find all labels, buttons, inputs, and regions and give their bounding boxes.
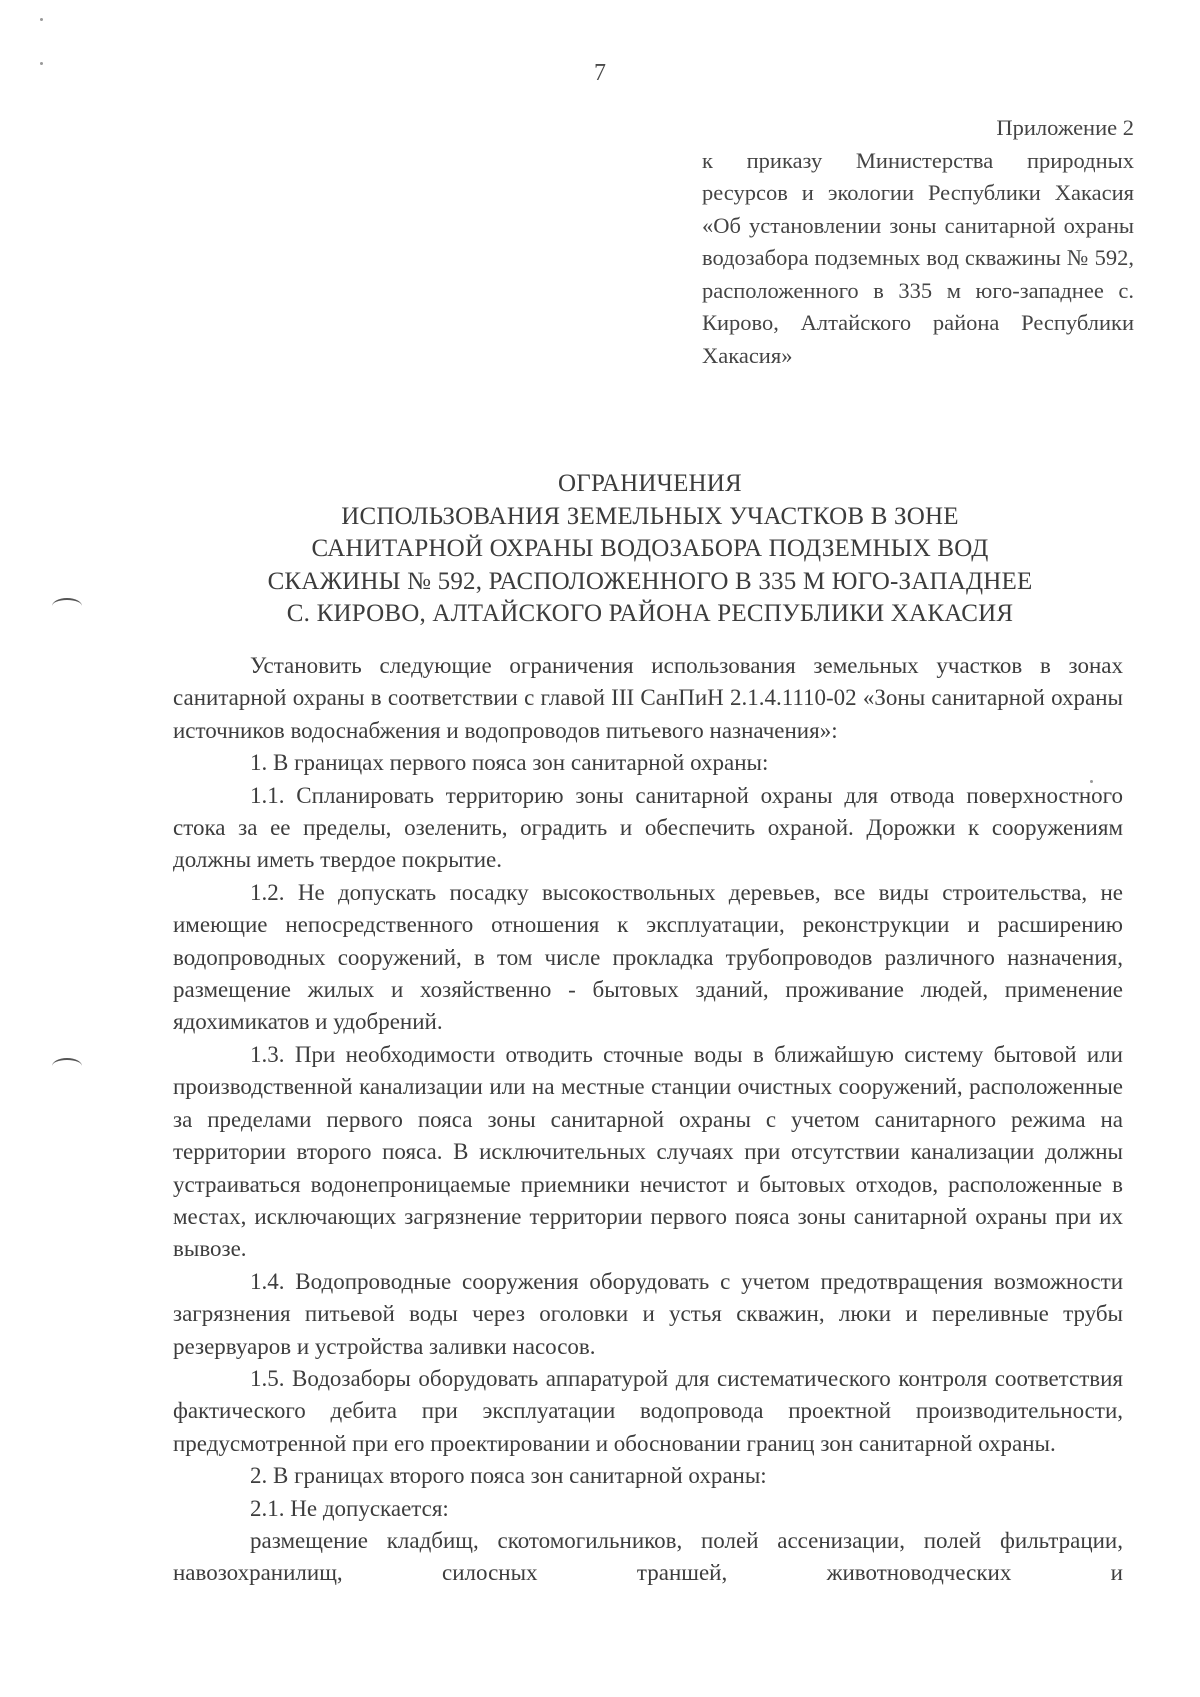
title-line: ИСПОЛЬЗОВАНИЯ ЗЕМЕЛЬНЫХ УЧАСТКОВ В ЗОНЕ: [341, 502, 959, 530]
page-number: 7: [594, 60, 606, 86]
clause-1-5: 1.5. Водозаборы оборудовать аппаратурой для систематического контроля соответствия фактического дебита при эксплуатации водопровода проектной производительности, предусмотренной при его проектировании и обосновании границ зон санитарной охраны.: [173, 1365, 1123, 1456]
clause-1-1: 1.1. Спланировать территорию зоны санитарной охраны для отвода поверхностного стока за ее пределы, озеленить, оградить и обеспечить охраной. Дорожки к сооружениям должны иметь твердое покрытие.: [173, 782, 1123, 873]
title-line: ОГРАНИЧЕНИЯ: [558, 470, 742, 497]
appendix-text: к приказу Министерства природных ресурсов и экологии Республики Хакасия «Об установлении зоны санитарной охраны водозабора подземных вод скважины № 592, расположенного в 335 м юго-западнее с. Кирово, Алтайского района Республики Хакасия»: [702, 147, 1134, 368]
section-heading-1: 1. В границах первого пояса зон санитарной охраны:: [250, 750, 769, 776]
intro-paragraph: Установить следующие ограничения использования земельных участков в зонах санитарной охраны в соответствии с главой III СанПиН 2.1.4.1110-02 «Зоны санитарной охраны источников водоснабжения и водопроводов питьевого назначения»:: [173, 653, 1123, 743]
appendix-block: [702, 112, 1134, 372]
title-line: СКАЖИНЫ № 592, РАСПОЛОЖЕННОГО В 335 М ЮГО-ЗАПАДНЕЕ: [267, 567, 1033, 595]
scan-speck: [1090, 780, 1093, 783]
clause-2-1: 2.1. Не допускается:: [250, 1495, 449, 1521]
scan-speck: [40, 62, 43, 65]
section-heading-2: 2. В границах второго пояса зон санитарной охраны:: [250, 1463, 767, 1489]
clause-2-1-text: размещение кладбищ, скотомогильников, полей ассенизации, полей фильтрации, навозохранилищ, силосных траншей, животноводческих и: [173, 1527, 1123, 1586]
punch-hole-mark: [52, 1058, 82, 1074]
clause-1-2: 1.2. Не допускать посадку высокоствольных деревьев, все виды строительства, не имеющие непосредственного отношения к эксплуатации, реконструкции и расширению водопроводных сооружений, в том числе прокладка трубопроводов различного назначения, размещение жилых и хозяйственно - бытовых зданий, проживание людей, применение ядохимикатов и удобрений.: [173, 879, 1123, 1035]
punch-hole-mark: [52, 598, 82, 614]
title-line: САНИТАРНОЙ ОХРАНЫ ВОДОЗАБОРА ПОДЗЕМНЫХ ВОД: [311, 535, 989, 562]
document-title: [160, 468, 1140, 631]
clause-1-3: 1.3. При необходимости отводить сточные воды в ближайшую систему бытовой или производственной канализации или на местные станции очистных сооружений, расположенные за пределами первого пояса зоны санитарной охраны с учетом санитарного режима на территории второго пояса. В исключительных случаях при отсутствии канализации должны устраиваться водонепроницаемые приемники нечистот и бытовых отходов, расположенные в местах, исключающих загрязнение территории первого пояса зоны санитарной охраны при их вывозе.: [173, 1041, 1123, 1262]
clause-1-4: 1.4. Водопроводные сооружения оборудовать с учетом предотвращения возможности загрязнения питьевой воды через оголовки и устья скважин, люки и переливные трубы резервуаров и устройства заливки насосов.: [173, 1268, 1123, 1359]
appendix-heading: Приложение 2: [996, 115, 1134, 140]
scan-speck: [40, 18, 43, 21]
document-body: [173, 650, 1123, 1590]
title-line: С. КИРОВО, АЛТАЙСКОГО РАЙОНА РЕСПУБЛИКИ ХАКАСИЯ: [286, 600, 1014, 627]
